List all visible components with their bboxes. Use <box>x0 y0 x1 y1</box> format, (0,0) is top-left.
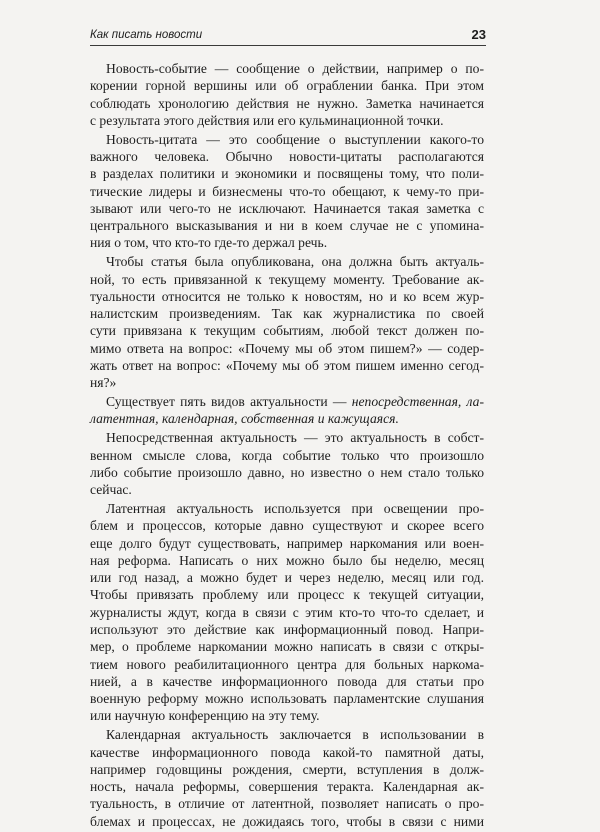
text-line: Чтобы статья была опубликована, она должна быть актуаль- <box>106 254 484 270</box>
text-line: блемах и процессах, не дожидаясь того, чтобы в связи с ними <box>90 813 484 829</box>
text-line: ния о том, что кто-то где-то держал речь. <box>90 235 328 251</box>
text-line: ность, начала реформы, совершения теракта. Календарная ак- <box>90 779 484 795</box>
text-line: Чтобы привязать проблему или процесс к текущей ситуации, <box>90 587 484 603</box>
text-line: Календарная актуальность заключается в использовании в <box>106 727 484 743</box>
text-line: сейчас. <box>90 482 132 498</box>
text-line: Новость-событие — сообщение о действии, например о по- <box>106 61 484 76</box>
text-line: мер, о проблеме наркомании можно написать в связи с откры- <box>90 639 484 655</box>
running-head <box>90 26 486 48</box>
paragraph-direct-relevance <box>90 429 484 498</box>
italic-fragment: непосредственная, ла- <box>351 394 484 410</box>
text-line: ня?» <box>90 375 117 391</box>
text-line: Непосредственная актуальность — это актуальность в собст- <box>106 430 484 446</box>
text-line: с результата этого действия или его кульминационной точки. <box>90 112 444 128</box>
text-fragment: Существует пять видов актуальности — <box>106 394 352 410</box>
text-line: ная реформа. Написать о них можно было бы неделю, месяц <box>90 552 484 568</box>
text-line <box>90 393 484 410</box>
text-line: туальность, в отличие от латентной, позволяет написать о про- <box>90 796 484 812</box>
italic-fragment: латентная, календарная, собственная и кажущаяся. <box>90 411 399 427</box>
text-line: тием нового реабилитационного центра для больных наркома- <box>90 656 484 672</box>
text-line: качестве информационного повода какой-то памятной даты, <box>90 744 484 760</box>
text-line: зывают или чего-то не исключают. Начинается такая заметка с <box>90 200 484 216</box>
text-line: нией, а в качестве информационного повода для статьи про <box>90 673 484 689</box>
body-text <box>90 60 484 832</box>
text-line: налистским произведениям. Так как журналистика по своей <box>90 306 484 322</box>
text-line: или год назад, а можно будет и через неделю, месяц или год. <box>90 570 484 586</box>
text-line: используют это действие как информационный повод. Напри- <box>90 622 484 637</box>
text-line: еще долго будут существовать, например наркомания или воен- <box>90 535 484 551</box>
paragraph-news-quote <box>90 131 484 252</box>
paragraph-latent-relevance <box>90 500 484 725</box>
text-line: корении горной вершины или об ограблении банка. При этом <box>90 78 484 94</box>
text-line: Новость-цитата — это сообщение о выступлении какого-то <box>106 131 484 147</box>
paragraph-relevance <box>90 253 484 391</box>
paragraph-relevance-types <box>90 393 484 428</box>
text-line <box>90 410 484 427</box>
text-line: военную реформу можно использовать парламентские слушания <box>90 691 484 707</box>
header-title: Как писать новости <box>90 29 203 41</box>
header-rule <box>90 45 486 46</box>
text-line: или научную конференцию на эту тему. <box>90 708 320 724</box>
text-line: блем и процессов, которые давно существуют и скорее всего <box>90 518 484 534</box>
text-line: например годовщины рождения, смерти, вступления в долж- <box>90 761 484 777</box>
text-line: журналисты ждут, когда в связи с этим кто-то что-то сделает, и <box>90 604 484 620</box>
text-line: центрального высказывания и ни в коем случае не с упомина- <box>90 218 484 234</box>
paragraph-calendar-relevance <box>90 726 484 830</box>
text-line: мимо ответа на вопрос: «Почему мы об этом пишем?» — содер- <box>90 340 484 356</box>
text-line: туальности относится не только к новостям, но и ко всем жур- <box>90 288 484 304</box>
text-line: ной, то есть привязанной к текущему моменту. Требование ак- <box>90 271 484 287</box>
text-line: Латентная актуальность используется при освещении про- <box>106 500 484 516</box>
text-line: венном смысле слова, когда событие только что произошло <box>90 447 484 463</box>
paragraph-news-event <box>90 60 484 129</box>
text-line: сути привязана к текущим событиям, любой текст должен по- <box>90 323 484 339</box>
text-line: соблюдать хронологию действия не нужно. Заметка начинается <box>90 95 484 111</box>
page-number: 23 <box>471 27 486 42</box>
text-line: в разделах политики и экономики и посвящены тому, что поли- <box>90 166 484 182</box>
text-line: либо событие произошло давно, но известно о нем стало только <box>90 464 484 480</box>
text-line: важного человека. Обычно новости-цитаты располагаются <box>90 148 484 164</box>
text-line: тические лидеры и бизнесмены что-то обещают, к чему-то при- <box>90 183 484 199</box>
text-line: жать ответ на вопрос: «Почему мы об этом пишем именно сегод- <box>90 358 484 374</box>
